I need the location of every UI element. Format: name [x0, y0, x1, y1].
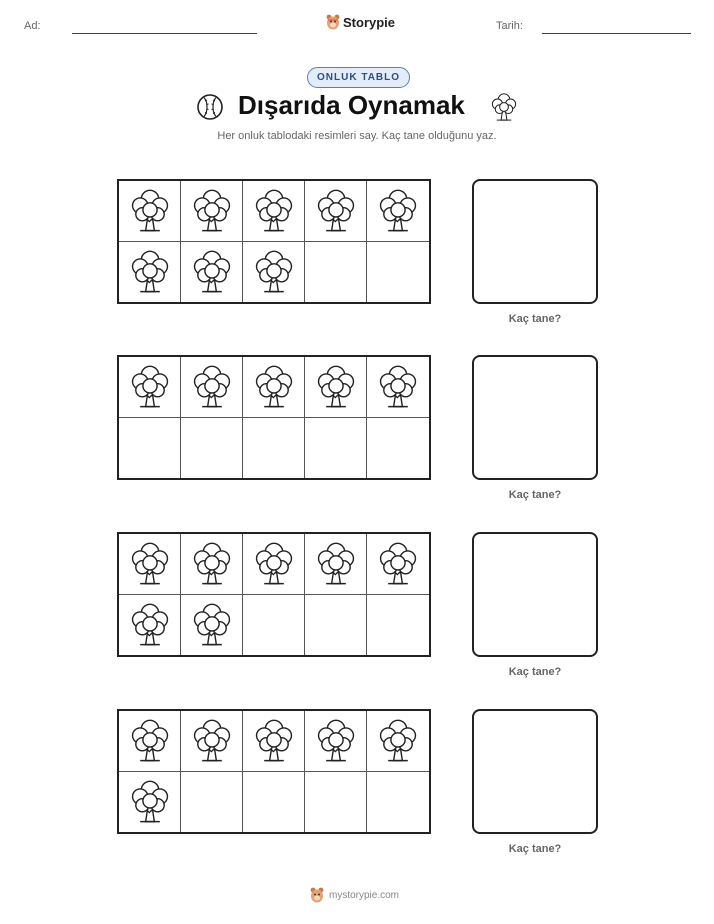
frame-cell [181, 418, 243, 479]
tree-icon [252, 717, 296, 765]
tree-icon [190, 187, 234, 235]
frame-cell [181, 181, 243, 242]
tree-icon [128, 717, 172, 765]
worksheet-type-badge: ONLUK TABLO [307, 67, 410, 88]
frame-cell [367, 242, 429, 303]
frame-cell [305, 772, 367, 833]
frame-cell [119, 418, 181, 479]
ten-frame-3 [117, 532, 431, 657]
tree-icon [376, 717, 420, 765]
brand-logo [326, 14, 395, 30]
date-label: Tarih: [496, 20, 523, 32]
frame-cell [305, 534, 367, 595]
frame-cell [367, 418, 429, 479]
frame-cell [367, 181, 429, 242]
footer-url[interactable]: mystorypie.com [329, 889, 400, 901]
ten-frame-1 [117, 179, 431, 304]
count-prompt-1: Kaç tane? [508, 313, 562, 325]
count-prompt-2: Kaç tane? [508, 489, 562, 501]
frame-cell [181, 242, 243, 303]
tree-icon [252, 363, 296, 411]
name-line[interactable] [72, 33, 257, 34]
frame-cell [181, 711, 243, 772]
footer [309, 887, 399, 903]
frame-cell [181, 772, 243, 833]
date-line[interactable] [542, 33, 691, 34]
tree-icon [314, 187, 358, 235]
answer-box-4[interactable] [472, 709, 598, 834]
answer-box-1[interactable] [472, 179, 598, 304]
frame-cell [181, 357, 243, 418]
frame-cell [243, 181, 305, 242]
ten-frame-2 [117, 355, 431, 480]
ten-frame-4 [117, 709, 431, 834]
frame-cell [243, 595, 305, 656]
tree-icon [128, 363, 172, 411]
frame-cell [243, 772, 305, 833]
instructions: Her onluk tablodaki resimleri say. Kaç tane olduğunu yaz. [217, 130, 497, 142]
tree-icon [314, 717, 358, 765]
frame-cell [305, 181, 367, 242]
frame-cell [305, 418, 367, 479]
name-label: Ad: [24, 20, 41, 32]
tree-icon [314, 540, 358, 588]
frame-cell [305, 595, 367, 656]
bear-logo-icon [326, 14, 340, 30]
frame-cell [119, 242, 181, 303]
tree-icon [128, 540, 172, 588]
answer-box-2[interactable] [472, 355, 598, 480]
tree-icon [190, 540, 234, 588]
frame-cell [119, 711, 181, 772]
tree-icon [252, 187, 296, 235]
tree-icon [190, 717, 234, 765]
tree-icon [190, 601, 234, 649]
frame-cell [119, 181, 181, 242]
brand-name: Storypie [343, 14, 396, 30]
frame-cell [367, 534, 429, 595]
tree-icon [190, 248, 234, 296]
frame-cell [243, 711, 305, 772]
frame-cell [119, 595, 181, 656]
count-prompt-4: Kaç tane? [508, 843, 562, 855]
frame-cell [367, 595, 429, 656]
frame-cell [181, 534, 243, 595]
tree-icon [128, 248, 172, 296]
frame-cell [367, 711, 429, 772]
frame-cell [119, 772, 181, 833]
frame-cell [367, 357, 429, 418]
tree-icon [190, 363, 234, 411]
frame-cell [243, 357, 305, 418]
baseball-icon [196, 93, 224, 121]
frame-cell [305, 711, 367, 772]
tree-icon [376, 540, 420, 588]
tree-icon [252, 540, 296, 588]
frame-cell [243, 242, 305, 303]
tree-icon [252, 248, 296, 296]
frame-cell [119, 357, 181, 418]
tree-icon [128, 187, 172, 235]
frame-cell [243, 534, 305, 595]
tree-icon [376, 187, 420, 235]
page-title: Dışarıda Oynamak [238, 90, 465, 120]
answer-box-3[interactable] [472, 532, 598, 657]
tree-icon [128, 601, 172, 649]
tree-icon [314, 363, 358, 411]
tree-icon [128, 778, 172, 826]
frame-cell [367, 772, 429, 833]
count-prompt-3: Kaç tane? [508, 666, 562, 678]
frame-cell [181, 595, 243, 656]
frame-cell [243, 418, 305, 479]
tree-icon [376, 363, 420, 411]
bear-logo-icon [309, 887, 325, 903]
tree-icon [489, 91, 519, 123]
frame-cell [305, 242, 367, 303]
frame-cell [305, 357, 367, 418]
frame-cell [119, 534, 181, 595]
